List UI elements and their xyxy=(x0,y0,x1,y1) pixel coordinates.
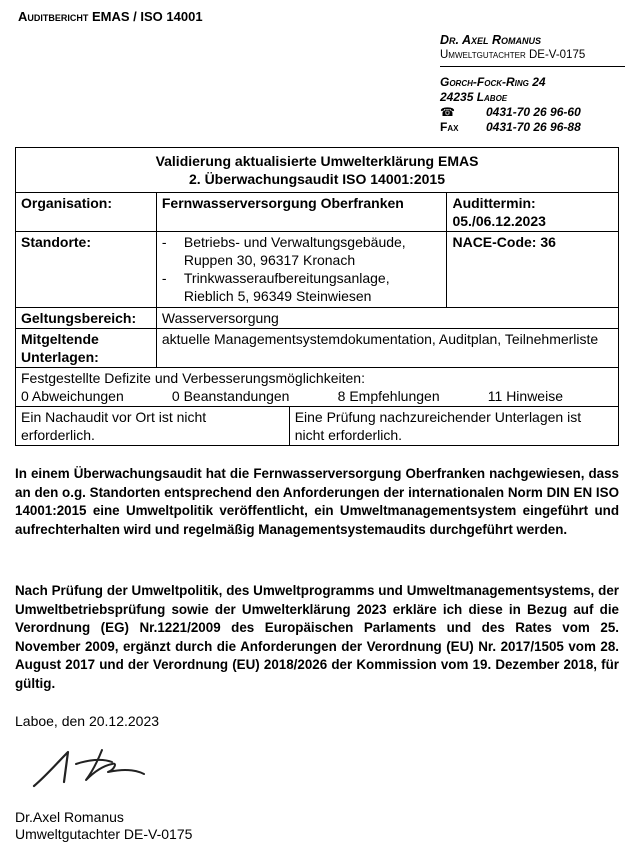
telephone-icon: ☎ xyxy=(440,105,455,119)
notes-count: 11 Hinweise xyxy=(487,388,563,404)
auditor-phone xyxy=(440,105,625,120)
documents-value: aktuelle Managementsystemdokumentation, Auditplan, Teilnehmerliste xyxy=(156,329,618,368)
auditor-city: 24235 Laboe xyxy=(440,90,508,104)
report-title: Auditbericht EMAS / ISO 14001 xyxy=(18,9,203,24)
auditor-name: Dr. Axel Romanus xyxy=(440,33,542,47)
signer-block xyxy=(15,809,192,843)
surveillance-audit-paragraph: In einem Überwachungsaudit hat die Fernwasserversorgung Oberfranken nachgewiesen, dass an den o.g. Standorten entsprechend den Anforderungen der internationalen Norm DIN EN ISO 14001:2015 eine Umweltpolitik veröffentlicht, ein Umweltmanagementsystem eingeführt und aufrechterhalten wird und regelmäßig Managementsystemaudits durchgeführt werden. xyxy=(15,466,619,537)
scope-value: Wasserversorgung xyxy=(156,308,618,329)
scope-label: Geltungsbereich: xyxy=(16,308,157,329)
recommendations-count: 8 Empfehlungen xyxy=(337,388,440,404)
organisation-label: Organisation: xyxy=(16,193,157,232)
sites-list xyxy=(162,233,442,305)
documents-review-note: Eine Prüfung nachzureichender Unterlagen ist nicht erforderlich. xyxy=(289,407,618,446)
findings-cell xyxy=(16,368,619,407)
audit-summary-table xyxy=(15,147,619,446)
auditor-street: Gorch-Fock-Ring 24 xyxy=(440,75,546,89)
signer-role: Umweltgutachter DE-V-0175 xyxy=(15,826,193,842)
followup-audit-note: Ein Nachaudit vor Ort ist nicht erforderlich. xyxy=(16,407,290,446)
fax-number: 0431-70 26 96-88 xyxy=(486,120,581,134)
place-and-date: Laboe, den 20.12.2023 xyxy=(15,713,160,729)
audit-date-label: Audittermin: xyxy=(452,195,536,211)
auditor-role: Umweltgutachter DE-V-0175 xyxy=(440,48,625,67)
validation-statement-paragraph: Nach Prüfung der Umweltpolitik, des Umweltprogramms und Umweltmanagementsystems, der Umweltbetriebsprüfung sowie der Umwelterklärung 2023 erkläre ich diese in Bezug auf die Verordnung (EG) Nr.1221/2009 des Europäischen Parlaments und des Rates vom 25. November 2009, ergänzt durch die Anforderungen der Verordnung (EU) Nr. 2017/1505 vom 28. August 2017 und der Verordnung (EU) 2018/2026 der Kommission vom 19. Dezember 2018, für gültig. xyxy=(15,583,619,691)
findings-label: Festgestellte Defizite und Verbesserungsmöglichkeiten: xyxy=(21,370,365,386)
audit-date-value: 05./06.12.2023 xyxy=(452,213,546,229)
auditor-fax xyxy=(440,120,625,135)
fax-label: Fax xyxy=(440,120,459,134)
audit-date-cell xyxy=(447,193,619,232)
handwritten-signature xyxy=(28,740,178,800)
objections-count: 0 Beanstandungen xyxy=(171,388,290,404)
signer-name: Dr.Axel Romanus xyxy=(15,809,124,825)
deviations-count: 0 Abweichungen xyxy=(21,388,124,404)
table-heading xyxy=(16,148,619,193)
organisation-value: Fernwasserversorgung Oberfranken xyxy=(156,193,447,232)
audit-title: 2. Überwachungsaudit ISO 14001:2015 xyxy=(189,171,445,187)
list-item: - Betriebs- und Verwaltungsgebäude, Ruppen 30, 96317 Kronach xyxy=(161,234,406,268)
sites-value xyxy=(156,232,447,308)
validation-title: Validierung aktualisierte Umwelterklärung EMAS xyxy=(155,153,479,169)
documents-label: Mitgeltende Unterlagen: xyxy=(16,329,157,368)
sites-label: Standorte: xyxy=(16,232,157,308)
findings-counts xyxy=(21,387,613,405)
nace-code: NACE-Code: 36 xyxy=(447,232,619,308)
list-item: - Trinkwasseraufbereitungsanlage, Rieblich 5, 96349 Steinwiesen xyxy=(161,270,390,304)
auditor-address-block xyxy=(440,33,625,135)
phone-number: 0431-70 26 96-60 xyxy=(486,105,581,119)
